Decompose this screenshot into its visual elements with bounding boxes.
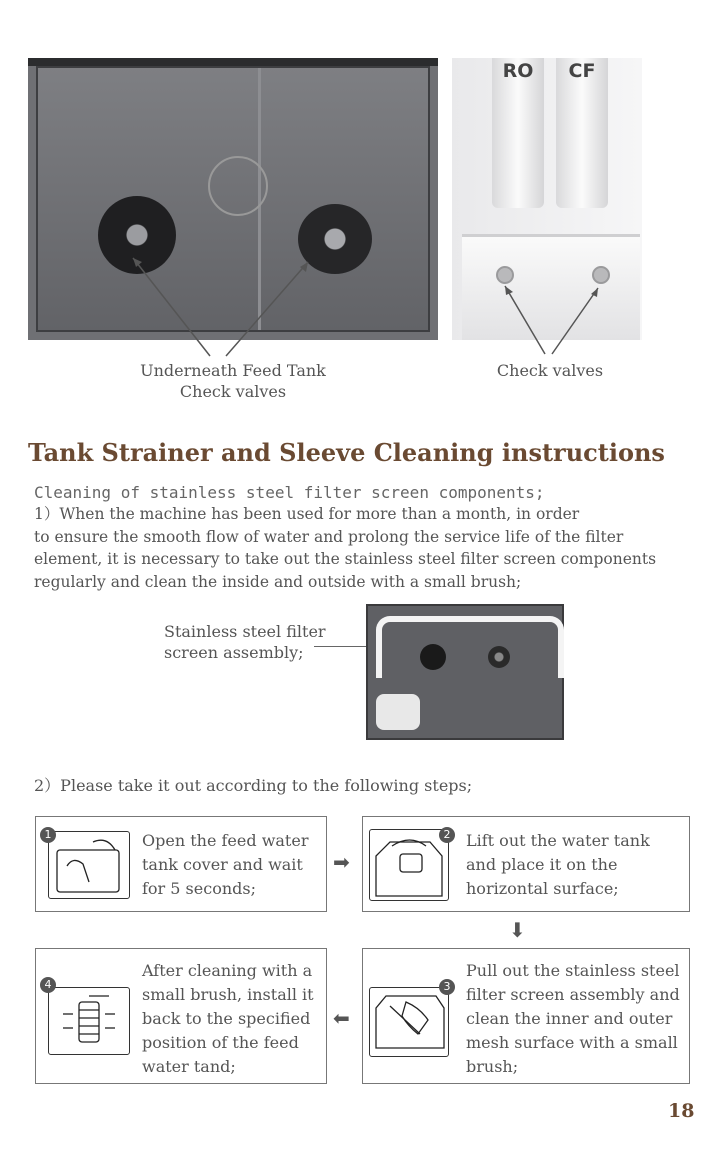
cartridge-label-ro: RO bbox=[502, 60, 534, 82]
step-line: After cleaning with a bbox=[142, 961, 313, 980]
step-line: water tand; bbox=[142, 1057, 236, 1076]
arrow-right-icon: ➡ bbox=[333, 850, 350, 874]
step-1-box bbox=[35, 816, 327, 912]
step-line: Lift out the water tank bbox=[466, 831, 650, 850]
step-4-box bbox=[35, 948, 327, 1084]
strainer-caption bbox=[164, 621, 326, 663]
step-3-text bbox=[466, 959, 680, 1079]
caption-line: Stainless steel filter bbox=[164, 622, 326, 641]
section-title: Tank Strainer and Sleeve Cleaning instructions bbox=[28, 438, 665, 467]
feed-tank-caption bbox=[118, 360, 348, 402]
step-3-box bbox=[362, 948, 690, 1084]
step-number-badge: 4 bbox=[40, 977, 56, 993]
step-line: position of the feed bbox=[142, 1033, 299, 1052]
caption-line: Check valves bbox=[179, 382, 287, 401]
step-line: clean the inner and outer bbox=[466, 1009, 673, 1028]
check-valves-caption: Check valves bbox=[496, 361, 604, 380]
cartridge-label-cf: CF bbox=[568, 60, 596, 82]
step-line: Pull out the stainless steel bbox=[466, 961, 680, 980]
page-number: 18 bbox=[668, 1100, 695, 1122]
step-line: for 5 seconds; bbox=[142, 879, 256, 898]
step-line: Open the feed water bbox=[142, 831, 309, 850]
step-1-text bbox=[142, 829, 308, 901]
open-cover-icon bbox=[48, 831, 130, 899]
step2-intro: 2）Please take it out according to the following steps; bbox=[34, 776, 473, 795]
step-number-badge: 3 bbox=[439, 979, 455, 995]
step-4-text bbox=[142, 959, 314, 1079]
paragraph-line: to ensure the smooth flow of water and prolong the service life of the filter bbox=[34, 527, 624, 546]
step-line: small brush, install it bbox=[142, 985, 314, 1004]
install-strainer-icon bbox=[48, 987, 130, 1055]
arrow-left-icon: ⬅ bbox=[333, 1006, 350, 1030]
section-subtitle: Cleaning of stainless steel filter screen components; bbox=[34, 483, 545, 502]
step-2-text bbox=[466, 829, 650, 901]
strainer-assembly bbox=[376, 694, 420, 730]
photo-callout-arrows bbox=[0, 0, 728, 360]
step-line: and place it on the bbox=[466, 855, 618, 874]
step1-paragraph bbox=[34, 503, 694, 593]
arrow-down-icon: ⬇ bbox=[509, 918, 526, 942]
paragraph-line: element, it is necessary to take out the stainless steel filter screen components bbox=[34, 550, 657, 568]
step-line: filter screen assembly and bbox=[466, 985, 680, 1004]
step-line: back to the specified bbox=[142, 1009, 311, 1028]
caption-line: screen assembly; bbox=[164, 643, 304, 662]
step-number-badge: 2 bbox=[439, 827, 455, 843]
lift-tank-icon bbox=[369, 829, 449, 901]
caption-line: Underneath Feed Tank bbox=[140, 361, 326, 380]
step-line: brush; bbox=[466, 1057, 519, 1076]
paragraph-line: regularly and clean the inside and outside with a small brush; bbox=[34, 572, 522, 591]
paragraph-line: 1）When the machine has been used for more than a month, in order bbox=[34, 505, 580, 523]
step-number-badge: 1 bbox=[40, 827, 56, 843]
clean-strainer-icon bbox=[369, 987, 449, 1057]
step-2-box bbox=[362, 816, 690, 912]
step-line: mesh surface with a small bbox=[466, 1033, 678, 1052]
step-line: horizontal surface; bbox=[466, 879, 619, 898]
strainer-photo bbox=[366, 604, 564, 740]
step-line: tank cover and wait bbox=[142, 855, 303, 874]
